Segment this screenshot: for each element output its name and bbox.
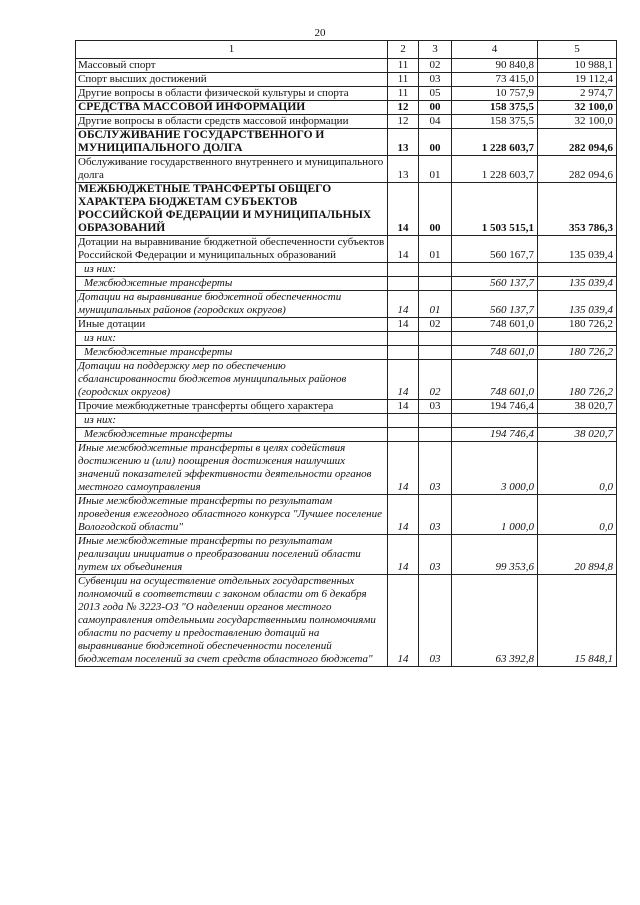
row-section-code — [388, 346, 419, 360]
row-subsection-code — [419, 332, 452, 346]
row-value-col4: 1 228 603,7 — [452, 129, 538, 156]
row-value-col5: 20 894,8 — [538, 535, 617, 575]
table-row — [76, 442, 617, 495]
row-subsection-code: 04 — [419, 115, 452, 129]
row-subsection-code: 03 — [419, 535, 452, 575]
row-section-code: 14 — [388, 442, 419, 495]
row-name: Прочие межбюджетные трансферты общего характера — [76, 400, 388, 414]
row-section-code: 11 — [388, 87, 419, 101]
row-value-col5: 180 726,2 — [538, 346, 617, 360]
row-subsection-code: 03 — [419, 73, 452, 87]
row-value-col5 — [538, 414, 617, 428]
table-row — [76, 332, 617, 346]
table-row — [76, 414, 617, 428]
row-section-code: 14 — [388, 318, 419, 332]
row-subsection-code: 03 — [419, 575, 452, 667]
row-value-col4: 1 000,0 — [452, 495, 538, 535]
row-name: из них: — [76, 414, 388, 428]
row-value-col5: 32 100,0 — [538, 115, 617, 129]
row-section-code: 13 — [388, 129, 419, 156]
row-subsection-code: 01 — [419, 236, 452, 263]
table-row — [76, 495, 617, 535]
row-section-code: 11 — [388, 73, 419, 87]
table-row — [76, 291, 617, 318]
row-value-col4 — [452, 414, 538, 428]
table-row — [76, 87, 617, 101]
row-value-col5: 38 020,7 — [538, 400, 617, 414]
row-name: Иные межбюджетные трансферты по результатам проведения ежегодного областного конкурса "Лучшее поселение Вологодской области" — [76, 495, 388, 535]
row-section-code: 14 — [388, 575, 419, 667]
table-row — [76, 59, 617, 73]
row-value-col4: 560 167,7 — [452, 236, 538, 263]
row-value-col5: 10 988,1 — [538, 59, 617, 73]
row-section-code: 11 — [388, 59, 419, 73]
row-section-code: 14 — [388, 236, 419, 263]
row-name: Иные межбюджетные трансферты в целях содействия достижению и (или) поощрения достижения наилучших значений показателей эффективности деятельности органов местного самоуправления — [76, 442, 388, 495]
row-subsection-code: 03 — [419, 442, 452, 495]
table-row — [76, 575, 617, 667]
row-section-code: 13 — [388, 156, 419, 183]
table-row — [76, 346, 617, 360]
row-subsection-code — [419, 346, 452, 360]
row-name: из них: — [76, 332, 388, 346]
row-value-col5: 38 020,7 — [538, 428, 617, 442]
table-row — [76, 129, 617, 156]
row-name: Межбюджетные трансферты — [76, 428, 388, 442]
row-value-col5: 135 039,4 — [538, 277, 617, 291]
row-name: Обслуживание государственного внутреннего и муниципального долга — [76, 156, 388, 183]
row-value-col4: 194 746,4 — [452, 428, 538, 442]
table-row — [76, 263, 617, 277]
row-value-col4: 73 415,0 — [452, 73, 538, 87]
row-value-col5: 32 100,0 — [538, 101, 617, 115]
header-col-2: 2 — [388, 41, 419, 59]
table-row — [76, 156, 617, 183]
row-value-col4: 1 503 515,1 — [452, 183, 538, 236]
row-section-code — [388, 414, 419, 428]
row-value-col4: 99 353,6 — [452, 535, 538, 575]
row-subsection-code: 02 — [419, 318, 452, 332]
row-name: Иные дотации — [76, 318, 388, 332]
row-section-code: 14 — [388, 495, 419, 535]
row-value-col5: 135 039,4 — [538, 236, 617, 263]
row-value-col4: 748 601,0 — [452, 318, 538, 332]
row-value-col4: 63 392,8 — [452, 575, 538, 667]
row-value-col4: 194 746,4 — [452, 400, 538, 414]
row-name: ОБСЛУЖИВАНИЕ ГОСУДАРСТВЕННОГО И МУНИЦИПАЛЬНОГО ДОЛГА — [76, 129, 388, 156]
table-row — [76, 236, 617, 263]
row-name: Межбюджетные трансферты — [76, 277, 388, 291]
row-value-col4: 158 375,5 — [452, 101, 538, 115]
row-name: Иные межбюджетные трансферты по результатам реализации инициатив о преобразовании поселений области путем их объединения — [76, 535, 388, 575]
row-subsection-code: 02 — [419, 59, 452, 73]
row-name: Дотации на поддержку мер по обеспечению сбалансированности бюджетов муниципальных районов (городских округов) — [76, 360, 388, 400]
row-value-col5 — [538, 332, 617, 346]
row-name: Другие вопросы в области физической культуры и спорта — [76, 87, 388, 101]
budget-table — [75, 40, 617, 667]
table-row — [76, 400, 617, 414]
table-row — [76, 318, 617, 332]
row-value-col4 — [452, 332, 538, 346]
header-col-1: 1 — [76, 41, 388, 59]
row-value-col5: 19 112,4 — [538, 73, 617, 87]
table-row — [76, 101, 617, 115]
table-row — [76, 183, 617, 236]
row-value-col4: 748 601,0 — [452, 346, 538, 360]
row-section-code: 14 — [388, 400, 419, 414]
table-row — [76, 115, 617, 129]
row-value-col5 — [538, 263, 617, 277]
table-row — [76, 277, 617, 291]
header-col-4: 4 — [452, 41, 538, 59]
row-value-col5: 15 848,1 — [538, 575, 617, 667]
table-row — [76, 360, 617, 400]
row-value-col4: 158 375,5 — [452, 115, 538, 129]
row-value-col5: 135 039,4 — [538, 291, 617, 318]
row-subsection-code: 05 — [419, 87, 452, 101]
row-value-col5: 282 094,6 — [538, 129, 617, 156]
row-name: Межбюджетные трансферты — [76, 346, 388, 360]
row-subsection-code: 00 — [419, 101, 452, 115]
row-value-col4 — [452, 263, 538, 277]
row-name: Другие вопросы в области средств массовой информации — [76, 115, 388, 129]
row-value-col5: 353 786,3 — [538, 183, 617, 236]
row-name: Дотации на выравнивание бюджетной обеспеченности субъектов Российской Федерации и муниципальных образований — [76, 236, 388, 263]
row-name: МЕЖБЮДЖЕТНЫЕ ТРАНСФЕРТЫ ОБЩЕГО ХАРАКТЕРА БЮДЖЕТАМ СУБЪЕКТОВ РОССИЙСКОЙ ФЕДЕРАЦИИ И МУНИЦИПАЛЬНЫХ ОБРАЗОВАНИЙ — [76, 183, 388, 236]
table-row — [76, 428, 617, 442]
row-subsection-code — [419, 414, 452, 428]
row-section-code: 14 — [388, 291, 419, 318]
table-row — [76, 535, 617, 575]
header-col-3: 3 — [419, 41, 452, 59]
row-value-col5: 2 974,7 — [538, 87, 617, 101]
row-value-col4: 1 228 603,7 — [452, 156, 538, 183]
row-subsection-code: 00 — [419, 129, 452, 156]
row-section-code — [388, 277, 419, 291]
row-name: из них: — [76, 263, 388, 277]
row-subsection-code: 03 — [419, 495, 452, 535]
row-value-col5: 282 094,6 — [538, 156, 617, 183]
row-name: Массовый спорт — [76, 59, 388, 73]
row-subsection-code: 03 — [419, 400, 452, 414]
row-section-code: 14 — [388, 360, 419, 400]
header-col-5: 5 — [538, 41, 617, 59]
row-section-code: 14 — [388, 535, 419, 575]
row-subsection-code — [419, 277, 452, 291]
row-value-col4: 3 000,0 — [452, 442, 538, 495]
row-subsection-code: 00 — [419, 183, 452, 236]
row-value-col5: 180 726,2 — [538, 360, 617, 400]
row-section-code — [388, 428, 419, 442]
row-subsection-code — [419, 263, 452, 277]
row-value-col4: 90 840,8 — [452, 59, 538, 73]
row-name: СРЕДСТВА МАССОВОЙ ИНФОРМАЦИИ — [76, 101, 388, 115]
table-row — [76, 73, 617, 87]
row-subsection-code: 01 — [419, 156, 452, 183]
table-header-row — [76, 41, 617, 59]
row-value-col4: 560 137,7 — [452, 291, 538, 318]
row-value-col5: 0,0 — [538, 495, 617, 535]
row-section-code — [388, 263, 419, 277]
row-value-col5: 180 726,2 — [538, 318, 617, 332]
row-value-col5: 0,0 — [538, 442, 617, 495]
row-subsection-code: 02 — [419, 360, 452, 400]
row-name: Дотации на выравнивание бюджетной обеспеченности муниципальных районов (городских округов) — [76, 291, 388, 318]
row-subsection-code: 01 — [419, 291, 452, 318]
page-number: 20 — [314, 27, 326, 39]
row-name: Спорт высших достижений — [76, 73, 388, 87]
row-section-code: 14 — [388, 183, 419, 236]
row-value-col4: 748 601,0 — [452, 360, 538, 400]
row-section-code — [388, 332, 419, 346]
row-subsection-code — [419, 428, 452, 442]
row-section-code: 12 — [388, 115, 419, 129]
row-section-code: 12 — [388, 101, 419, 115]
row-name: Субвенции на осуществление отдельных государственных полномочий в соответствии с законом области от 6 декабря 2013 года № 3223-ОЗ "О наделении органов местного самоуправления отдельными государственными полномочиями области по расчету и предоставлению дотаций на выравнивание бюджетной обеспеченности поселений бюджетам поселений за счет средств областного бюджета" — [76, 575, 388, 667]
row-value-col4: 10 757,9 — [452, 87, 538, 101]
row-value-col4: 560 137,7 — [452, 277, 538, 291]
